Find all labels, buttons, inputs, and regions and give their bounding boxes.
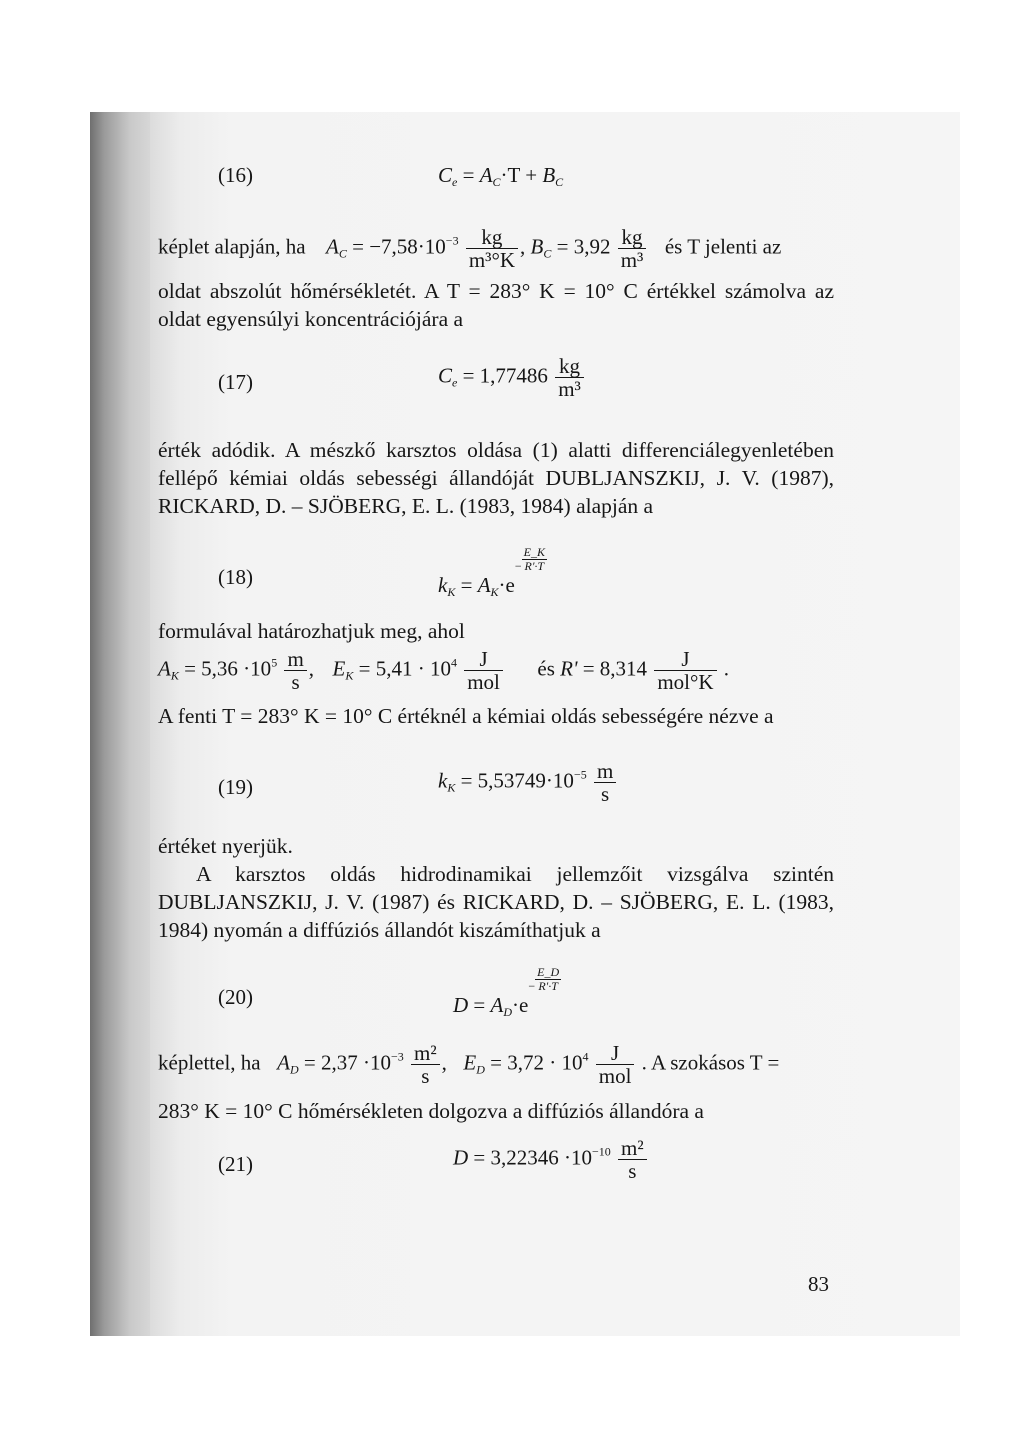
exponent-fraction: $\frac{E\_K}{R'\cdot T}$ — [523, 545, 545, 573]
equation-16: $C_e = A_C\cdot T + B_C$ — [438, 163, 564, 189]
paragraph-rate-constant: érték adódik. A mészkő karsztos oldása (1) alatti differenciálegyenletében fellépő kémiai oldás sebességi állandóját DUBLJANSZKIJ, J. V. (1987), RICKARD, D. – SJÖBERG, E. L. (1983, 1984) alapján a — [158, 438, 834, 518]
equation-18: $k_K = A_K\cdot e^-$ $\frac{E\_K}{R'\cdot T}$ — [438, 545, 545, 599]
unit-fraction: $\frac{m}{s}$ — [594, 760, 616, 805]
unit-fraction: $\frac{kg}{\text{m³}}$ — [555, 355, 584, 400]
coefficient-line: képlet alapján, ha $A_C = -7,58\cdot 10^{-3}$ $\frac{kg}{\text{m³°K}}$ , $B_C = 3,92$ $\frac{kg}{\text{m³}}$ és T jelenti az — [158, 225, 782, 272]
equation-number-18: (18) — [218, 565, 253, 589]
page-number: 83 — [808, 1272, 829, 1296]
unit-fraction: $\frac{\text{m²}}{s}$ — [618, 1137, 647, 1182]
unit-fraction: $\frac{kg}{\text{m³°K}}$ — [466, 226, 518, 271]
equation-number-19: (19) — [218, 775, 253, 799]
paragraph-result: értéket nyerjük. — [158, 834, 293, 858]
unit-fraction: $\frac{J}{\text{mol}}$ — [596, 1042, 635, 1087]
diffusion-constants-line: képlettel, ha $A_D = 2,37 \cdot 10^{-3}$ $\frac{\text{m²}}{s}$ , $E_D = 3,72 \cdot 10^4$ $\frac{J}{\text{mol}}$ . A szokásos T = — [158, 1041, 780, 1088]
equation-19: $k_K = 5,53749\cdot 10^{-5}$ $\frac{m}{s}$ — [438, 760, 618, 805]
equation-number-17: (17) — [218, 370, 253, 394]
equation-17: $C_e = 1,77486$ $\frac{kg}{\text{m³}}$ — [438, 355, 586, 400]
unit-fraction: $\frac{J}{\text{mol}}$ — [464, 648, 503, 693]
paragraph-diffusion-temperature: 283° K = 10° C hőmérsékleten dolgozva a diffúziós állandóra a — [158, 1099, 704, 1123]
paragraph-reaction-speed: A fenti T = 283° K = 10° C értéknél a kémiai oldás sebességére nézve a — [158, 704, 774, 728]
equation-21: $D = 3,22346 \cdot 10^{-10}$ $\frac{\text{m²}}{s}$ — [453, 1137, 649, 1182]
equation-20: $D = A_D\cdot e^-$ $\frac{E\_D}{R'\cdot T}$ — [453, 965, 560, 1019]
unit-fraction: $\frac{J}{\text{mol°K}}$ — [654, 648, 716, 693]
constants-line: $A_K = 5,36 \cdot 10^5$ $\frac{m}{s}$ , $E_K = 5,41 \cdot 10^4$ $\frac{J}{\text{mol}}$ és R' = 8,314 $\frac{J}{\text{mol°K}}$ . — [158, 647, 730, 694]
unit-fraction: $\frac{\text{m²}}{s}$ — [411, 1042, 440, 1087]
unit-fraction: $\frac{kg}{\text{m³}}$ — [618, 226, 647, 271]
unit-fraction: $\frac{m}{s}$ — [284, 648, 306, 693]
equation-number-16: (16) — [218, 163, 253, 187]
paragraph-diffusion: A karsztos oldás hidrodinamikai jellemzőit vizsgálva szintén DUBLJANSZKIJ, J. V. (1987) és RICKARD, D. – SJÖBERG, E. L. (1983, 1984) nyomán a diffúziós állandót kiszámíthatjuk a — [158, 862, 834, 942]
paragraph-absolute-temperature: oldat abszolút hőmérsékletét. A T = 283° K = 10° C értékkel számolva az oldat egyensúlyi koncentrációjára a — [158, 279, 834, 331]
equation-number-21: (21) — [218, 1152, 253, 1176]
paragraph-formula: formulával határozhatjuk meg, ahol — [158, 619, 465, 643]
exponent-fraction: $\frac{E\_D}{R'\cdot T}$ — [537, 965, 560, 993]
equation-number-20: (20) — [218, 985, 253, 1009]
